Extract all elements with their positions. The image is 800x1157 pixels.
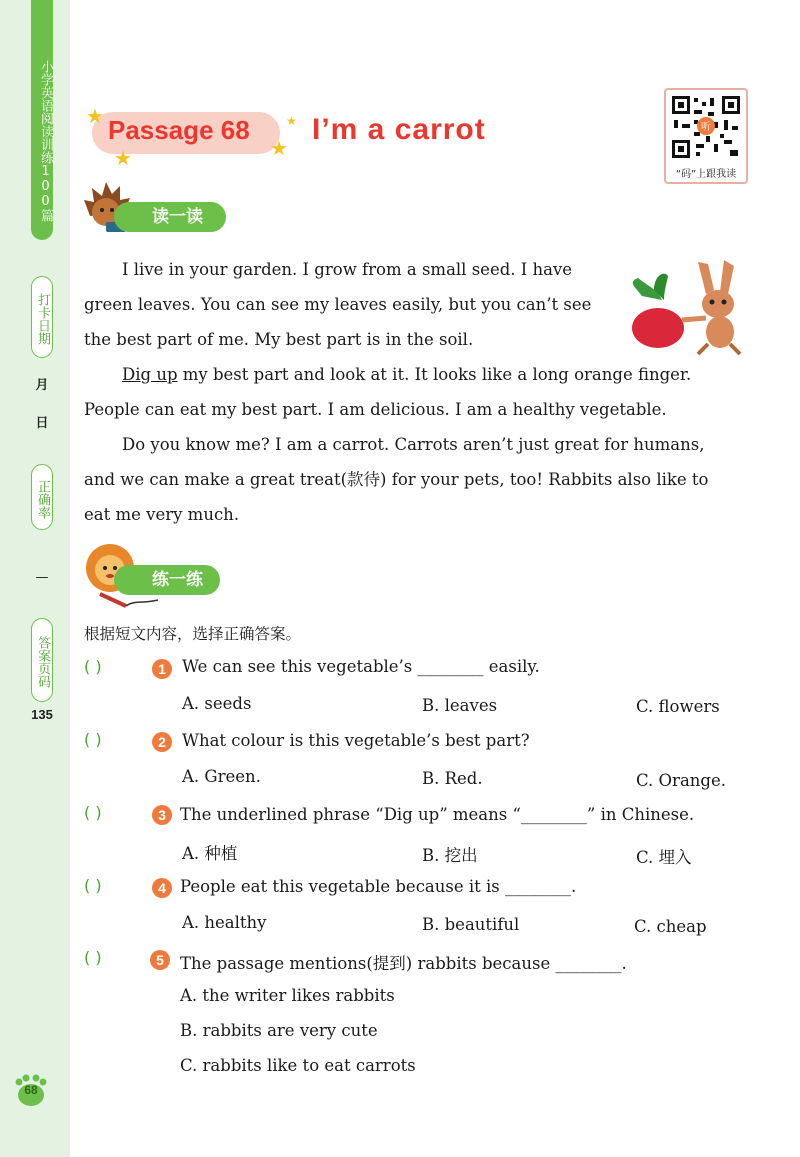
day-label: 日 (35, 416, 49, 431)
paragraph-line: my best part and look at it. It looks like a long orange finger. (177, 365, 692, 384)
qr-code[interactable] (664, 88, 748, 184)
option-a[interactable]: A. healthy (182, 913, 267, 932)
option-a[interactable]: A. seeds (182, 694, 252, 713)
paragraph-line: I live in your garden. I grow from a small seed. I have (122, 260, 573, 279)
option-a[interactable]: A. Green. (182, 767, 261, 786)
paragraph-3 (84, 427, 764, 532)
paragraph-line: People can eat my best part. I am delicious. I am a healthy vegetable. (84, 400, 667, 419)
qr-caption: “码”上跟我读 (675, 169, 737, 180)
paragraph-2 (84, 357, 764, 427)
question-text: The passage mentions(提到) rabbits because ________. (180, 954, 627, 973)
passage-number: Passage 68 (108, 115, 250, 145)
qr-listen-label: 听 (701, 122, 711, 133)
question-text: The underlined phrase “Dig up” means “________” in Chinese. (180, 805, 695, 824)
option-c[interactable]: C. 埋入 (636, 848, 692, 867)
paragraph-line: and we can make a great treat(款待) for your pets, too! Rabbits also like to (84, 470, 709, 489)
paragraph-line: eat me very much. (84, 505, 240, 524)
sidebar (0, 0, 70, 1157)
paragraph-line: Do you know me? I am a carrot. Carrots aren’t just great for humans, (122, 435, 705, 454)
option-b[interactable]: B. leaves (422, 696, 498, 715)
paragraph-line: the best part of me. My best part is in the soil. (84, 330, 474, 349)
option-c[interactable]: C. cheap (634, 917, 707, 936)
answer-blank[interactable]: ( ) (84, 876, 102, 895)
page-title: I’m a carrot (312, 113, 486, 146)
question-number: 3 (152, 805, 172, 825)
answer-blank[interactable]: ( ) (84, 730, 102, 749)
star-icon: ★ (270, 136, 288, 160)
option-c[interactable]: C. flowers (636, 697, 720, 716)
question-number: 2 (152, 732, 172, 752)
star-icon: ★ (286, 114, 297, 128)
option-c[interactable]: C. rabbits like to eat carrots (180, 1056, 416, 1075)
answer-blank[interactable]: ( ) (84, 803, 102, 822)
star-icon: ★ (114, 146, 132, 170)
accuracy-label: 正确率 (31, 464, 53, 530)
star-icon: ★ (86, 104, 104, 128)
dash: — (35, 570, 49, 585)
answer-blank[interactable]: ( ) (84, 657, 102, 676)
paragraph-line: green leaves. You can see my leaves easily, but you can’t see (84, 295, 592, 314)
practice-section-header: 练一练 (114, 565, 220, 595)
rabbit-carrot-illustration (624, 256, 752, 356)
underlined-phrase: Dig up (122, 365, 178, 384)
question-text: People eat this vegetable because it is ________. (180, 877, 577, 896)
option-b[interactable]: B. 挖出 (422, 846, 478, 865)
qr-icon (672, 96, 740, 158)
checkin-label: 打卡日期 (31, 276, 53, 358)
option-c[interactable]: C. Orange. (636, 771, 726, 790)
answer-page-number: 135 (31, 707, 53, 722)
question-number: 5 (150, 950, 170, 970)
question-number: 4 (152, 878, 172, 898)
question-text: What colour is this vegetable’s best part? (182, 731, 530, 750)
option-b[interactable]: B. Red. (422, 769, 483, 788)
question-text: We can see this vegetable’s ________ easily. (182, 657, 540, 676)
instruction: 根据短文内容，选择正确答案。 (84, 625, 302, 643)
option-b[interactable]: B. rabbits are very cute (180, 1021, 378, 1040)
month-label: 月 (35, 378, 49, 393)
answer-page-label: 答案页码 (31, 618, 53, 702)
read-section-header: 读一读 (114, 202, 226, 232)
question-number: 1 (152, 659, 172, 679)
option-a[interactable]: A. 种植 (182, 844, 238, 863)
series-title: 小学英语阅读训练100篇 (31, 0, 53, 240)
option-b[interactable]: B. beautiful (422, 915, 520, 934)
paragraph-1 (84, 252, 624, 357)
page-number: 68 (24, 1083, 38, 1097)
answer-blank[interactable]: ( ) (84, 948, 102, 967)
option-a[interactable]: A. the writer likes rabbits (180, 986, 395, 1005)
